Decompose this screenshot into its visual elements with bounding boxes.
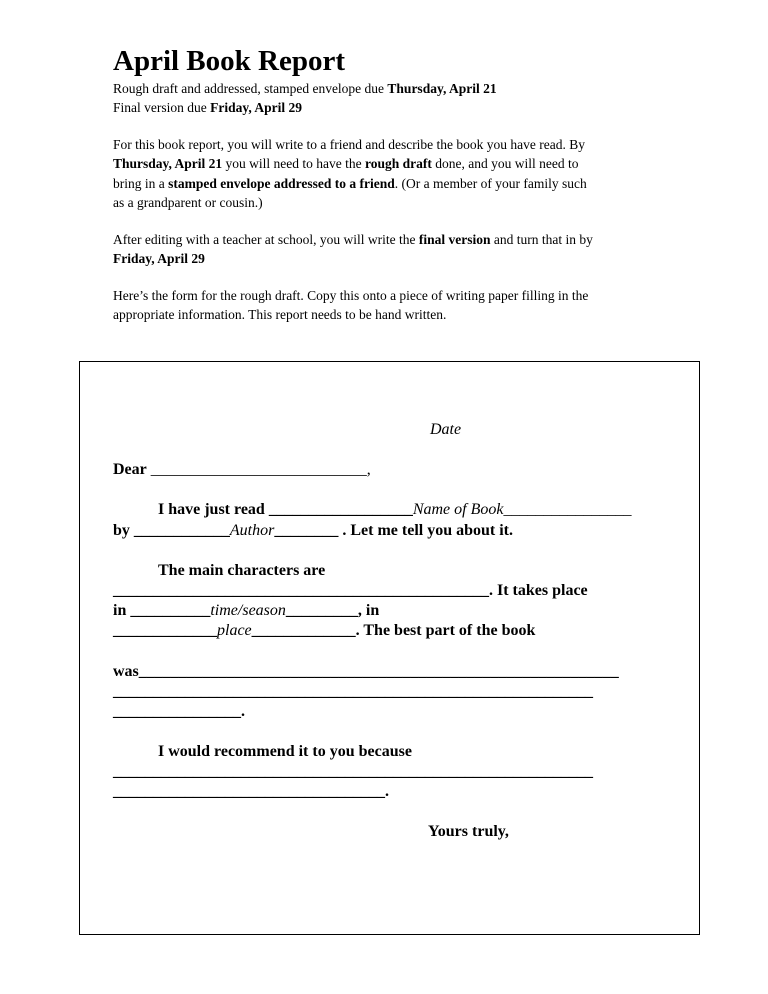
form-instructions-line-1: Here’s the form for the rough draft. Copy this onto a piece of writing paper filling in the [113, 288, 589, 303]
form-recommend-line-1: ____________________________________________________________ [113, 763, 593, 780]
final-version-due-date: Friday, April 29 [210, 100, 303, 115]
form-characters-label: The main characters are [158, 562, 326, 579]
form-recommend-line-2: __________________________________. [113, 783, 389, 800]
instructions-line-3: bring in a stamped envelope addressed to a friend. (Or a member of your family such [113, 176, 587, 191]
form-best-part-line-1: was____________________________________________________________ [113, 663, 619, 680]
editing-line-2: Friday, April 29 [113, 251, 205, 266]
final-version-due-line: Final version due Friday, April 29 [113, 100, 303, 115]
rough-draft-form [79, 361, 700, 935]
form-date: Date [430, 421, 462, 438]
form-dear-line: Dear ___________________________, [113, 461, 371, 478]
form-recommend-label: I would recommend it to you because [158, 743, 412, 760]
time-season-placeholder: time/season [210, 602, 286, 619]
instructions-line-1: For this book report, you will write to a friend and describe the book you have read. By [113, 137, 586, 152]
author-placeholder: Author [229, 522, 275, 539]
form-instructions-line-2: appropriate information. This report needs to be hand written. [113, 307, 447, 322]
form-best-part-line-2: ____________________________________________________________ [113, 683, 593, 700]
editing-line-1: After editing with a teacher at school, you will write the final version and turn that in by [113, 232, 593, 247]
book-name-placeholder: Name of Book [412, 501, 504, 518]
place-placeholder: place [217, 622, 252, 639]
form-characters-line: _______________________________________________. It takes place [113, 582, 588, 599]
form-best-part-line-3: ________________. [113, 703, 245, 720]
page-title: April Book Report [113, 45, 345, 77]
form-closing: Yours truly, [428, 823, 509, 840]
form-place-line: _____________place_____________. The best part of the book [113, 622, 536, 639]
form-author-line: by ____________Author________ . Let me tell you about it. [113, 522, 514, 539]
form-time-line: in __________time/season_________, in [113, 602, 380, 619]
form-book-line: I have just read __________________Name of Book________________ [158, 501, 632, 518]
rough-draft-due-line: Rough draft and addressed, stamped envelope due Thursday, April 21 [113, 81, 497, 96]
rough-draft-due-date: Thursday, April 21 [387, 81, 497, 96]
instructions-line-4: as a grandparent or cousin.) [113, 195, 263, 210]
instructions-line-2: Thursday, April 21 you will need to have the rough draft done, and you will need to [113, 156, 579, 171]
